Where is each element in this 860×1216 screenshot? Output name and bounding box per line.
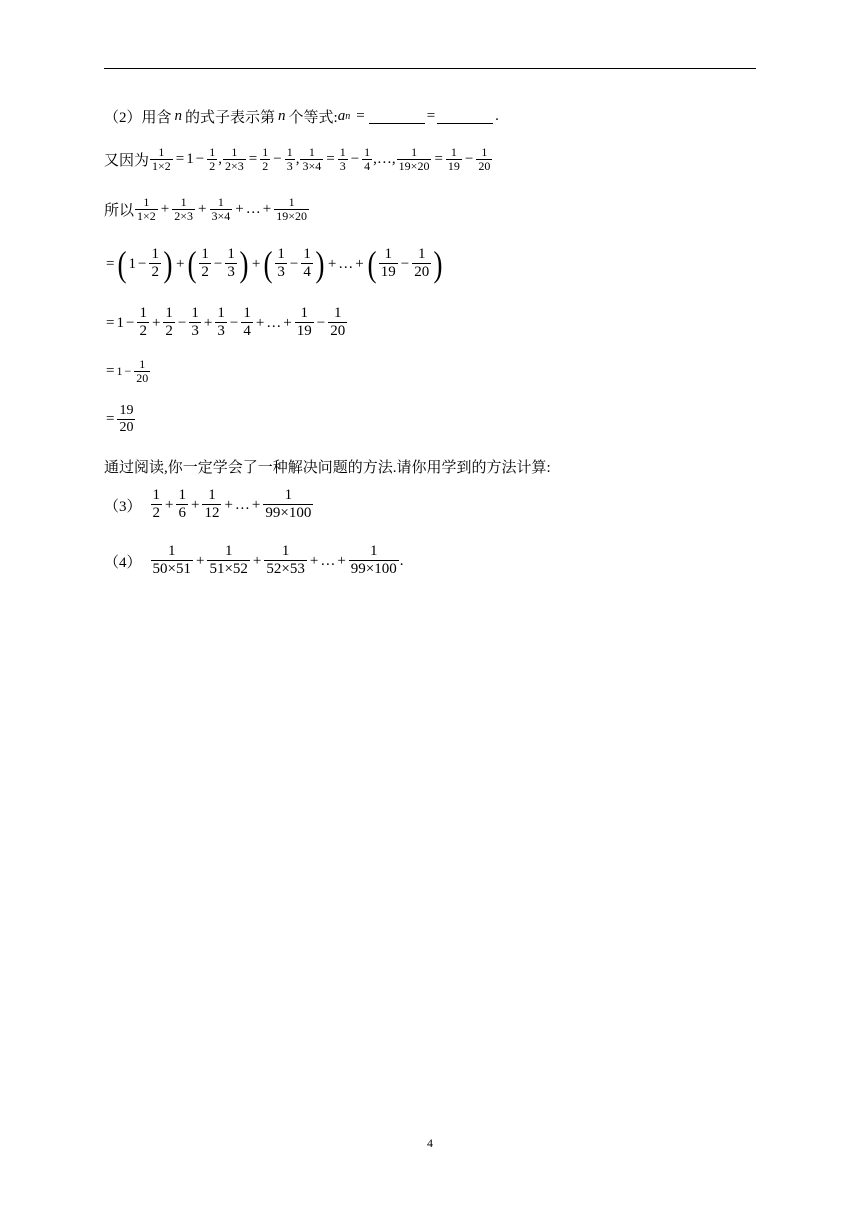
dots: … — [234, 496, 250, 513]
page-number: 4 — [427, 1136, 433, 1150]
plus: + — [355, 255, 364, 272]
fraction: $\frac{1}{19}$ — [296, 305, 312, 339]
fraction: $\frac{1}{2\times 3}$ — [224, 145, 244, 173]
ellipsis: ,…, — [373, 151, 396, 168]
minus: − — [273, 151, 282, 168]
reading-text — [104, 456, 551, 477]
fraction: $\frac{1}{3\times 4}$ — [211, 195, 231, 223]
telescoping-line: = 1 − $\frac{1}{2}$ + $\frac{1}{2}$ − $\frac{1}{3}$ + $\frac{1}{3}$ − $\frac{1}{4}$ + … + $\frac{1}{19}$ − $\frac{1}{20}$ — [106, 305, 346, 339]
dots: … — [245, 201, 261, 218]
plus: + — [262, 201, 272, 218]
question-4: （4） $\frac{1}{50\times 51}$ + $\frac{1}{51\times 52}$ + $\frac{1}{52\times 53}$ + … + $\frac{1}{99\times 100}$ . — [104, 543, 404, 577]
fraction: $\frac{1}{3}$ — [286, 145, 293, 173]
expanded-line — [104, 246, 444, 282]
header-rule — [104, 68, 756, 69]
fraction: $\frac{1}{6}$ — [178, 487, 186, 521]
paren-group: ( $\frac{1}{3}$ − $\frac{1}{4}$ ) — [262, 246, 325, 282]
fraction: $\frac{1}{2}$ — [165, 305, 173, 339]
a-symbol: a — [337, 108, 346, 124]
result-line — [104, 404, 136, 436]
one: 1 — [116, 314, 124, 331]
q2-n1: n — [174, 108, 183, 124]
equals: = — [248, 151, 258, 168]
paren-group: ( $\frac{1}{2}$ − $\frac{1}{3}$ ) — [186, 246, 249, 282]
q2-text-c: 个等式: — [288, 110, 338, 126]
one: 1 — [186, 151, 194, 168]
fraction: $\frac{1}{12}$ — [204, 487, 220, 521]
equals: = — [426, 108, 436, 124]
plus: + — [235, 201, 244, 218]
fraction: $\frac{1}{20}$ — [330, 305, 346, 339]
equals: = — [326, 151, 335, 168]
equals: = — [106, 314, 115, 331]
fraction: $\frac{1}{2}$ — [262, 145, 269, 173]
fraction: $\frac{1}{2}$ — [139, 305, 147, 339]
fraction: $\frac{1}{20}$ — [478, 145, 491, 173]
question-2 — [104, 106, 499, 127]
fraction: $\frac{1}{4}$ — [243, 305, 251, 339]
fraction: $\frac{1}{3\times 4}$ — [302, 145, 322, 173]
reading-sentence: 通过阅读,你一定学会了一种解决问题的方法.请你用学到的方法计算: — [104, 460, 551, 476]
question-3: （3） $\frac{1}{2}$ + $\frac{1}{6}$ + $\frac{1}{12}$ + … + $\frac{1}{99\times 100}$ — [104, 487, 312, 521]
fraction: $\frac{1}{20}$ — [136, 357, 149, 385]
dots: … — [266, 314, 282, 331]
intro-text: 又因为 — [104, 153, 150, 170]
fraction: $\frac{1}{1\times 2}$ — [152, 145, 171, 173]
equals: = — [175, 151, 185, 168]
sum-line — [104, 196, 310, 223]
fraction: $\frac{1}{3}$ — [217, 305, 225, 339]
fraction: $\frac{1}{19\times 20}$ — [398, 145, 430, 173]
plus: + — [251, 255, 261, 272]
answer-blank-2[interactable] — [437, 109, 493, 124]
equals: = — [356, 108, 365, 124]
q2-n2: n — [278, 108, 286, 124]
plus: + — [198, 201, 207, 218]
identity-line — [104, 146, 493, 173]
minus: − — [195, 151, 205, 168]
fraction: $\frac{1}{19\times 20}$ — [276, 195, 308, 223]
comma: , — [295, 151, 300, 168]
equals: = — [106, 255, 115, 272]
fraction: $\frac{1}{3}$ — [191, 305, 199, 339]
dots: … — [320, 552, 336, 569]
fraction: $\frac{1}{99\times 100}$ — [350, 543, 397, 577]
plus: + — [175, 255, 185, 272]
fraction: $\frac{1}{52\times 53}$ — [266, 543, 305, 577]
q4-label: （4） — [104, 554, 142, 571]
equals: = — [106, 411, 115, 428]
so-text: 所以 — [104, 203, 135, 220]
q3-label: （3） — [104, 498, 142, 515]
plus: + — [327, 255, 337, 272]
plus: + — [160, 201, 170, 218]
minus: − — [464, 151, 474, 168]
q2-text-b: 的式子表示第 — [185, 110, 276, 126]
equals: = — [434, 151, 443, 168]
minus: − — [350, 151, 360, 168]
fraction: $\frac{1}{99\times 100}$ — [265, 487, 312, 521]
one: 1 — [116, 364, 123, 379]
fraction: $\frac{1}{1\times 2}$ — [137, 195, 156, 223]
fraction: $\frac{1}{2\times 3}$ — [174, 195, 194, 223]
paren-group: ( 1 − $\frac{1}{2}$ ) — [116, 246, 173, 282]
fraction: $\frac{1}{50\times 51}$ — [152, 543, 191, 577]
fraction: $\frac{1}{3}$ — [339, 145, 346, 173]
a-subscript: n — [345, 111, 351, 122]
answer-blank-1[interactable] — [369, 109, 425, 124]
fraction: $\frac{1}{2}$ — [209, 145, 216, 173]
comma: , — [218, 151, 222, 168]
fraction: $\frac{1}{51\times 52}$ — [209, 543, 248, 577]
fraction: $\frac{19}{20}$ — [119, 403, 134, 435]
result-step-line: = 1 − $\frac{1}{20}$ — [106, 357, 149, 385]
period: . — [399, 552, 404, 569]
fraction: $\frac{1}{2}$ — [152, 487, 161, 521]
period: . — [495, 108, 499, 124]
q2-label: （2） — [104, 110, 142, 126]
fraction: $\frac{1}{19}$ — [447, 145, 460, 173]
fraction: $\frac{1}{4}$ — [364, 145, 371, 173]
equals: = — [106, 363, 115, 380]
dots: … — [338, 255, 354, 272]
q2-text-a: 用含 — [141, 110, 172, 126]
paren-group: ( $\frac{1}{19}$ − $\frac{1}{20}$ ) — [366, 246, 444, 282]
